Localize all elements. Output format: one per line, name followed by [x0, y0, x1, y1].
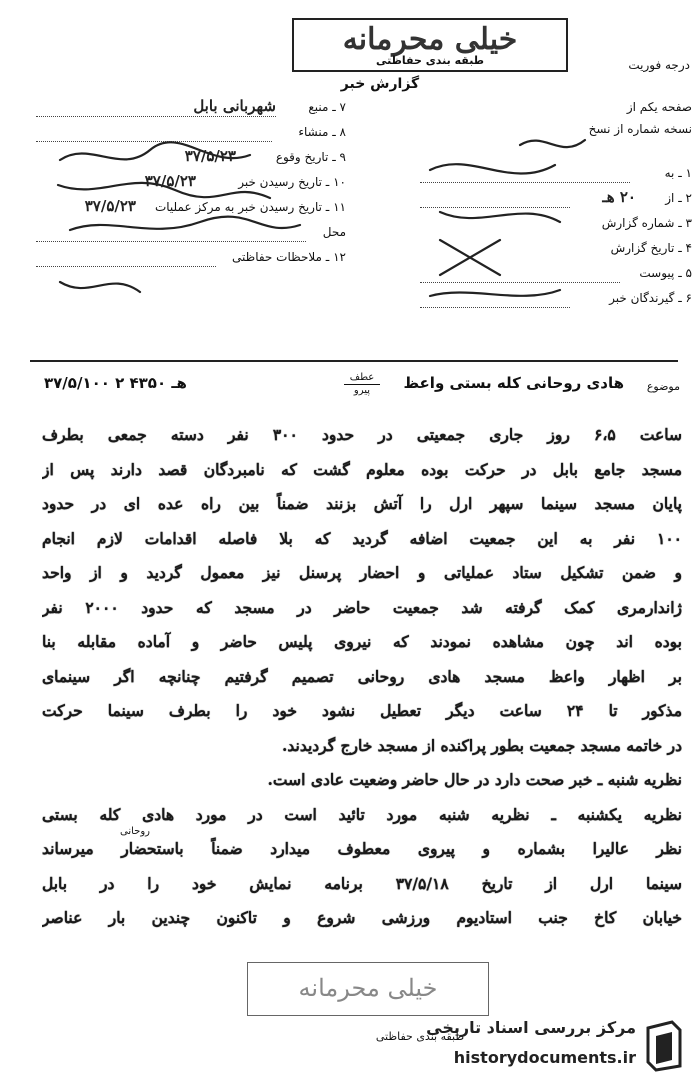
urgency-label: درجه فوریت: [628, 58, 690, 72]
field-label: ۹ ـ تاریخ وقوع: [275, 150, 346, 164]
body-line: و ضمن تشکیل ستاد عملیاتی و احضار پرسنل نیز معمول گردید و از واحد: [42, 563, 682, 582]
field-label: ۳ ـ شماره گزارش: [601, 216, 692, 230]
field-label: ۸ ـ منشاء: [298, 125, 346, 139]
watermark-url: historydocuments.ir: [453, 1048, 636, 1067]
body-line: بر اظهار واعظ مسجد هادی روحانی تصمیم گرفتیم چنانچه اگر سینمای: [42, 666, 682, 686]
field-value: ۳۷/۵/۲۳: [184, 147, 236, 165]
page-label: صفحه یکم از: [626, 100, 692, 114]
scribble-mark: [70, 217, 300, 230]
field-value: شهربانی بابل: [193, 97, 276, 115]
body-line: بوده اند چون مشاهده نمودند که نیروی پلیس حاضر و آماده مقابله بنا: [42, 632, 682, 651]
scribble-mark: [60, 282, 140, 292]
body-line: سینما ارل از تاریخ ۳۷/۵/۱۸ برنامه نمایش خود را در بابل: [42, 873, 682, 893]
classification-label: طبقه بندی حفاظتی: [375, 54, 485, 67]
field-label: ۱۰ ـ تاریخ رسیدن خبر: [238, 175, 346, 189]
body-line: ۱۰۰ نفر به این جمعیت اضافه گردید که بلا فاصله اقدامات لازم انجام: [42, 528, 682, 548]
field-label: ۶ ـ گیرندگان خبر: [609, 291, 692, 305]
body-line: نظریه شنبه ـ خبر صحت دارد در حال حاضر وضعیت عادی است.: [267, 770, 682, 789]
field-label: ۷ ـ منبع: [308, 100, 346, 114]
field-label: ۴ ـ تاریخ گزارش: [610, 241, 692, 255]
scribble-mark: [440, 212, 560, 222]
body-line: خیابان کاخ جنب استادیوم ورزشی شروع و تاکنون چندین بار عناصر: [42, 908, 682, 927]
watermark-name: مرکز بررسی اسناد تاریخی: [426, 1018, 636, 1037]
subject-line: [44, 372, 680, 398]
scribble-mark: [58, 183, 270, 198]
reference-number: ۳۷/۵/۱۰۰ ۲ هـ ۴۳۵۰: [44, 374, 187, 392]
field-label: ۱۱ ـ تاریخ رسیدن خبر به مرکز عملیات: [154, 200, 346, 214]
body-line: نظر عالیرا بشماره و پیروی معطوف میدارد ضمناً باستحضار میرساند: [42, 839, 682, 858]
margin-annotation: روحانی: [120, 826, 151, 837]
reference-type-top: عطف: [344, 372, 380, 385]
scribble-mark: [60, 142, 250, 160]
field-value: ۲۰ هـ: [602, 188, 636, 206]
body-line: در خاتمه مسجد جمعیت بطور پراکنده از مسجد خارج گردیدند.: [281, 735, 682, 755]
field-value: ۳۷/۵/۲۳: [144, 172, 196, 190]
archive-logo-icon: [642, 1020, 686, 1072]
body-line: پایان مسجد سینما سپهر ارل را آتش بزنند ضمناً بین راه عده ای در حدود: [42, 494, 682, 513]
scribble-mark: [430, 164, 555, 173]
field-label: محل: [322, 225, 346, 239]
scribble-mark: [440, 240, 500, 275]
subject-label: موضوع: [646, 380, 680, 393]
field-label: ۱۲ ـ ملاحظات حفاظتی: [232, 250, 346, 264]
field-label: ۲ ـ از: [665, 191, 692, 205]
field-label: ۵ ـ پیوست: [639, 266, 692, 280]
report-body: [42, 418, 682, 936]
handwriting-scribbles: [0, 0, 700, 360]
copy-label: نسخه شماره از نسخ: [588, 122, 692, 136]
subject-text: هادی روحانی کله بستی واعظ: [403, 374, 624, 392]
report-title: گزارش خبر: [340, 76, 420, 92]
body-line: مذکور تا ۲۴ ساعت دیگر تعطیل نشود خود را بطرف سینما حرکت: [42, 701, 682, 720]
stamp-handwritten: خیلی محرمانه: [342, 22, 518, 57]
header-divider: [30, 360, 678, 362]
footer-classification: طبقه بندی حفاظتی: [375, 1030, 465, 1043]
reference-type-bottom: پیرو: [353, 385, 371, 396]
body-line: ژاندارمری کمک گرفته شد جمعیت حاضر در مسجد که حدود ۲۰۰۰ نفر: [42, 597, 682, 617]
field-value: ۳۷/۵/۲۳: [84, 197, 136, 215]
reference-type: [344, 372, 380, 397]
bottom-classification-stamp: خیلی محرمانه: [247, 962, 489, 1016]
scribble-mark: [520, 140, 585, 147]
archive-watermark: [420, 1016, 690, 1078]
scribble-mark: [430, 290, 560, 296]
body-line: مسجد جامع بابل در حرکت بوده معلوم گشت که نامبردگان قصد دارند پس از: [42, 459, 682, 479]
field-label: ۱ ـ به: [664, 166, 692, 180]
body-line: نظریه یکشنبه ـ نظریه شنبه مورد تائید است در مورد هادی کله بستی: [42, 804, 682, 824]
body-line: ساعت ۶،۵ روز جاری جمعیتی در حدود ۳۰۰ نفر دسته جمعی بطرف: [42, 425, 682, 444]
